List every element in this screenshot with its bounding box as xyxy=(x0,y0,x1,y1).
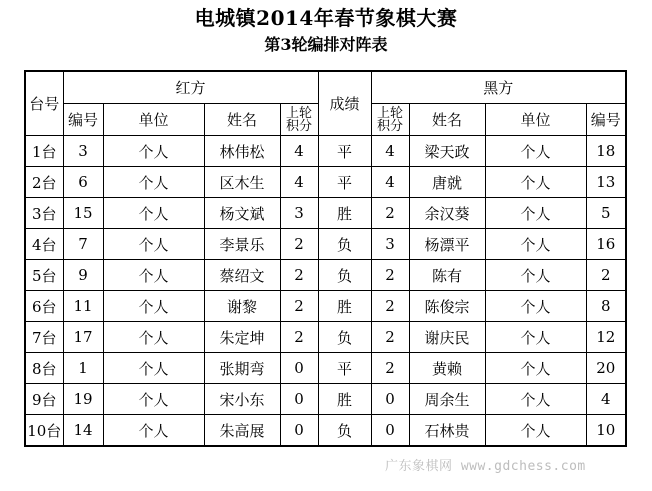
table-row xyxy=(25,229,626,260)
cell-red-score: 4 xyxy=(280,167,318,198)
header-black-prev-line2: 积分 xyxy=(376,118,403,134)
header-red-prev-score xyxy=(280,104,318,136)
header-black-unit: 单位 xyxy=(485,104,586,136)
cell-result: 负 xyxy=(318,260,371,291)
pairing-table xyxy=(24,70,627,447)
page-subtitle: 第3轮编排对阵表 xyxy=(264,35,388,54)
table-row xyxy=(25,384,626,415)
cell-black-unit: 个人 xyxy=(485,198,586,229)
header-red-unit: 单位 xyxy=(103,104,204,136)
cell-black-score: 2 xyxy=(371,291,409,322)
cell-red-score: 2 xyxy=(280,229,318,260)
header-black-name: 姓名 xyxy=(409,104,485,136)
cell-black-score: 2 xyxy=(371,198,409,229)
cell-red-name: 宋小东 xyxy=(204,384,280,415)
header-red-prev-line2: 积分 xyxy=(285,118,312,134)
cell-red-score: 2 xyxy=(280,291,318,322)
cell-board: 6台 xyxy=(25,291,63,322)
header-red-side: 红方 xyxy=(63,71,318,104)
cell-black-score: 0 xyxy=(371,384,409,415)
table-row xyxy=(25,167,626,198)
cell-board: 7台 xyxy=(25,322,63,353)
cell-red-num: 6 xyxy=(63,167,103,198)
table-row xyxy=(25,415,626,447)
cell-black-num: 10 xyxy=(586,415,626,447)
header-black-prev-line1: 上轮 xyxy=(376,105,403,121)
table-row xyxy=(25,136,626,167)
cell-red-name: 谢黎 xyxy=(204,291,280,322)
cell-red-num: 9 xyxy=(63,260,103,291)
cell-board: 9台 xyxy=(25,384,63,415)
cell-black-score: 4 xyxy=(371,167,409,198)
cell-red-unit: 个人 xyxy=(103,415,204,447)
cell-red-num: 17 xyxy=(63,322,103,353)
table-row xyxy=(25,291,626,322)
cell-red-num: 15 xyxy=(63,198,103,229)
pairing-rows xyxy=(25,136,626,447)
cell-black-unit: 个人 xyxy=(485,384,586,415)
cell-red-unit: 个人 xyxy=(103,229,204,260)
cell-board: 3台 xyxy=(25,198,63,229)
header-board: 台号 xyxy=(25,71,63,136)
table-row xyxy=(25,198,626,229)
cell-black-score: 4 xyxy=(371,136,409,167)
cell-result: 平 xyxy=(318,167,371,198)
cell-black-name: 陈有 xyxy=(409,260,485,291)
cell-black-num: 5 xyxy=(586,198,626,229)
cell-black-unit: 个人 xyxy=(485,291,586,322)
cell-black-name: 周余生 xyxy=(409,384,485,415)
cell-red-name: 区木生 xyxy=(204,167,280,198)
cell-black-unit: 个人 xyxy=(485,415,586,447)
table-row xyxy=(25,353,626,384)
cell-red-num: 14 xyxy=(63,415,103,447)
cell-black-num: 8 xyxy=(586,291,626,322)
cell-red-num: 19 xyxy=(63,384,103,415)
cell-board: 10台 xyxy=(25,415,63,447)
header-black-num: 编号 xyxy=(586,104,626,136)
cell-black-unit: 个人 xyxy=(485,229,586,260)
cell-result: 负 xyxy=(318,415,371,447)
cell-red-unit: 个人 xyxy=(103,384,204,415)
cell-black-score: 0 xyxy=(371,415,409,447)
cell-red-score: 0 xyxy=(280,353,318,384)
cell-black-score: 3 xyxy=(371,229,409,260)
cell-red-name: 林伟松 xyxy=(204,136,280,167)
cell-board: 4台 xyxy=(25,229,63,260)
cell-board: 5台 xyxy=(25,260,63,291)
cell-black-score: 2 xyxy=(371,353,409,384)
cell-black-name: 杨漂平 xyxy=(409,229,485,260)
cell-red-name: 朱定坤 xyxy=(204,322,280,353)
cell-black-unit: 个人 xyxy=(485,353,586,384)
cell-black-name: 黄赖 xyxy=(409,353,485,384)
page-title: 电城镇2014年春节象棋大赛 xyxy=(194,6,458,30)
cell-red-score: 0 xyxy=(280,384,318,415)
cell-red-score: 3 xyxy=(280,198,318,229)
cell-red-name: 张期弯 xyxy=(204,353,280,384)
cell-black-name: 陈俊宗 xyxy=(409,291,485,322)
cell-black-score: 2 xyxy=(371,260,409,291)
header-red-num: 编号 xyxy=(63,104,103,136)
cell-black-unit: 个人 xyxy=(485,322,586,353)
header-black-side: 黑方 xyxy=(371,71,626,104)
cell-red-unit: 个人 xyxy=(103,291,204,322)
cell-black-num: 18 xyxy=(586,136,626,167)
cell-black-name: 石林贵 xyxy=(409,415,485,447)
cell-red-name: 蔡绍文 xyxy=(204,260,280,291)
cell-black-name: 余汉葵 xyxy=(409,198,485,229)
header-red-prev-line1: 上轮 xyxy=(285,105,312,121)
cell-red-unit: 个人 xyxy=(103,167,204,198)
cell-red-name: 杨文斌 xyxy=(204,198,280,229)
cell-result: 平 xyxy=(318,353,371,384)
cell-red-unit: 个人 xyxy=(103,322,204,353)
cell-result: 胜 xyxy=(318,291,371,322)
cell-red-unit: 个人 xyxy=(103,136,204,167)
cell-red-unit: 个人 xyxy=(103,198,204,229)
cell-black-unit: 个人 xyxy=(485,136,586,167)
cell-result: 胜 xyxy=(318,384,371,415)
table-row xyxy=(25,260,626,291)
cell-black-num: 20 xyxy=(586,353,626,384)
header-red-name: 姓名 xyxy=(204,104,280,136)
cell-black-name: 唐就 xyxy=(409,167,485,198)
cell-red-score: 2 xyxy=(280,322,318,353)
cell-red-unit: 个人 xyxy=(103,260,204,291)
cell-red-num: 3 xyxy=(63,136,103,167)
cell-red-unit: 个人 xyxy=(103,353,204,384)
cell-result: 负 xyxy=(318,322,371,353)
cell-red-num: 1 xyxy=(63,353,103,384)
cell-black-num: 12 xyxy=(586,322,626,353)
cell-black-unit: 个人 xyxy=(485,260,586,291)
cell-red-score: 0 xyxy=(280,415,318,447)
cell-board: 1台 xyxy=(25,136,63,167)
cell-black-score: 2 xyxy=(371,322,409,353)
cell-red-name: 李景乐 xyxy=(204,229,280,260)
cell-black-num: 2 xyxy=(586,260,626,291)
cell-red-name: 朱高展 xyxy=(204,415,280,447)
header-black-prev-score xyxy=(371,104,409,136)
cell-red-score: 2 xyxy=(280,260,318,291)
table-row xyxy=(25,322,626,353)
cell-result: 负 xyxy=(318,229,371,260)
cell-black-num: 16 xyxy=(586,229,626,260)
cell-black-name: 梁天政 xyxy=(409,136,485,167)
cell-result: 平 xyxy=(318,136,371,167)
cell-board: 2台 xyxy=(25,167,63,198)
cell-result: 胜 xyxy=(318,198,371,229)
cell-black-name: 谢庆民 xyxy=(409,322,485,353)
cell-black-num: 13 xyxy=(586,167,626,198)
cell-black-num: 4 xyxy=(586,384,626,415)
cell-red-score: 4 xyxy=(280,136,318,167)
cell-red-num: 11 xyxy=(63,291,103,322)
cell-red-num: 7 xyxy=(63,229,103,260)
header-result: 成绩 xyxy=(318,71,371,136)
site-watermark: 广东象棋网 www.gdchess.com xyxy=(385,459,586,474)
cell-board: 8台 xyxy=(25,353,63,384)
cell-black-unit: 个人 xyxy=(485,167,586,198)
